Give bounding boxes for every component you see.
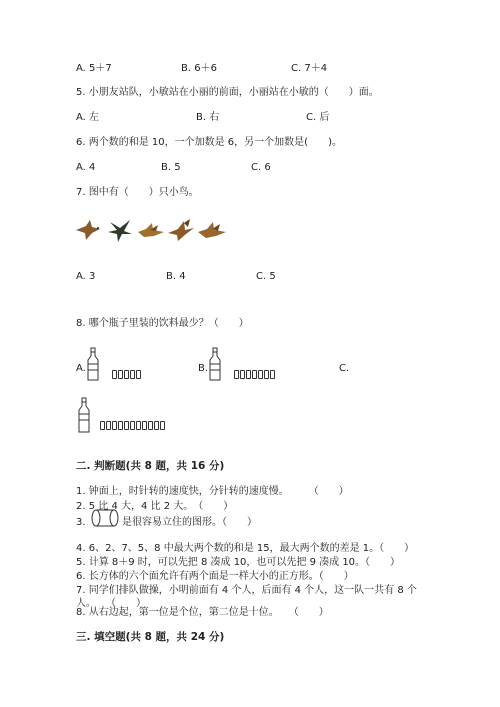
cup-icon <box>142 421 147 430</box>
cylinder-icon <box>90 508 120 528</box>
q5-option-b: B. 右 <box>196 112 220 123</box>
bottle-b-icon <box>208 348 222 382</box>
q7-option-c: C. 5 <box>256 271 276 282</box>
cup-icon <box>160 421 165 430</box>
q7-option-b: B. 4 <box>166 271 186 282</box>
cup-icon <box>106 421 111 430</box>
cup-icon <box>246 370 251 379</box>
cup-icon <box>270 370 275 379</box>
q5-question: 5. 小朋友站队，小敏站在小丽的前面，小丽站在小敏的（ ）面。 <box>76 87 379 98</box>
cup-icon <box>124 421 129 430</box>
bird-icon <box>108 220 132 242</box>
s2-item-1: 1. 钟面上，时针转的速度快，分针转的速度慢。 （ ） <box>76 486 349 497</box>
cup-icon <box>240 370 245 379</box>
bottle-c-icon <box>77 398 91 434</box>
q4-option-c: C. 7＋4 <box>291 63 328 74</box>
cup-icon <box>258 370 263 379</box>
cup-icon <box>118 370 123 379</box>
cup-icon <box>112 370 117 379</box>
cup-icon <box>136 421 141 430</box>
q7-question: 7. 图中有（ ）只小鸟。 <box>76 187 199 198</box>
q5-option-c: C. 后 <box>306 112 330 123</box>
bird-icon <box>76 220 100 240</box>
s2-item-7-line2: 人。 （ ） <box>76 598 146 609</box>
bottle-a-icon <box>86 348 100 382</box>
q8-option-c-label: C. <box>339 363 350 374</box>
cup-icon <box>234 370 239 379</box>
cup-icon <box>130 370 135 379</box>
bird-icon <box>168 219 194 241</box>
cup-icon <box>154 421 159 430</box>
s2-item-5: 5. 计算 8＋9 时，可以先把 8 凑成 10，也可以先把 9 凑成 10。（ ） <box>76 557 401 568</box>
s2-item-3-number: 3. <box>76 517 86 528</box>
birds-illustration <box>74 216 230 244</box>
s2-item-6: 6. 长方体的六个面允许有两个面是一样大小的正方形。（ ） <box>76 571 354 582</box>
q8-option-a-label: A. <box>76 363 86 374</box>
q8-question: 8. 哪个瓶子里装的饮料最少？（ ） <box>76 318 249 329</box>
s2-item-3-text: 是很容易立住的图形。（ ） <box>122 517 257 528</box>
cup-icon <box>148 421 153 430</box>
q4-option-a: A. 5＋7 <box>76 63 112 74</box>
cup-icon <box>112 421 117 430</box>
cup-icon <box>130 421 135 430</box>
cups-row-a <box>112 370 141 379</box>
q7-option-a: A. 3 <box>76 271 96 282</box>
q6-option-a: A. 4 <box>76 162 96 173</box>
s2-item-4: 4. 6、2、7、5、8 中最大两个数的和是 15，最大两个数的差是 1。（ ） <box>76 543 415 554</box>
bird-icon <box>138 223 164 237</box>
cup-icon <box>118 421 123 430</box>
q6-option-b: B. 5 <box>161 162 181 173</box>
cup-icon <box>252 370 257 379</box>
s2-item-7-line1: 7. 同学们排队做操，小明前面有 4 个人，后面有 4 个人，这一队一共有 8 个 <box>76 585 417 596</box>
cup-icon <box>136 370 141 379</box>
cup-icon <box>100 421 105 430</box>
q5-option-a: A. 左 <box>76 112 100 123</box>
q8-option-b-label: B. <box>198 363 209 374</box>
s2-item-8: 8. 从右边起，第一位是个位，第二位是十位。 （ ） <box>76 607 329 618</box>
cup-icon <box>264 370 269 379</box>
cups-row-b <box>234 370 275 379</box>
bird-icon <box>198 222 226 238</box>
section2-title: 二. 判断题(共 8 题，共 16 分) <box>76 460 225 472</box>
q6-option-c: C. 6 <box>251 162 271 173</box>
q4-option-b: B. 6＋6 <box>181 63 217 74</box>
cups-row-c <box>100 421 165 430</box>
section3-title: 三. 填空题(共 8 题，共 24 分) <box>76 631 225 643</box>
q6-question: 6. 两个数的和是 10，一个加数是 6，另一个加数是( )。 <box>76 137 342 148</box>
s2-item-2: 2. 5 比 4 大，4 比 2 大。 （ ） <box>76 501 234 512</box>
cup-icon <box>124 370 129 379</box>
